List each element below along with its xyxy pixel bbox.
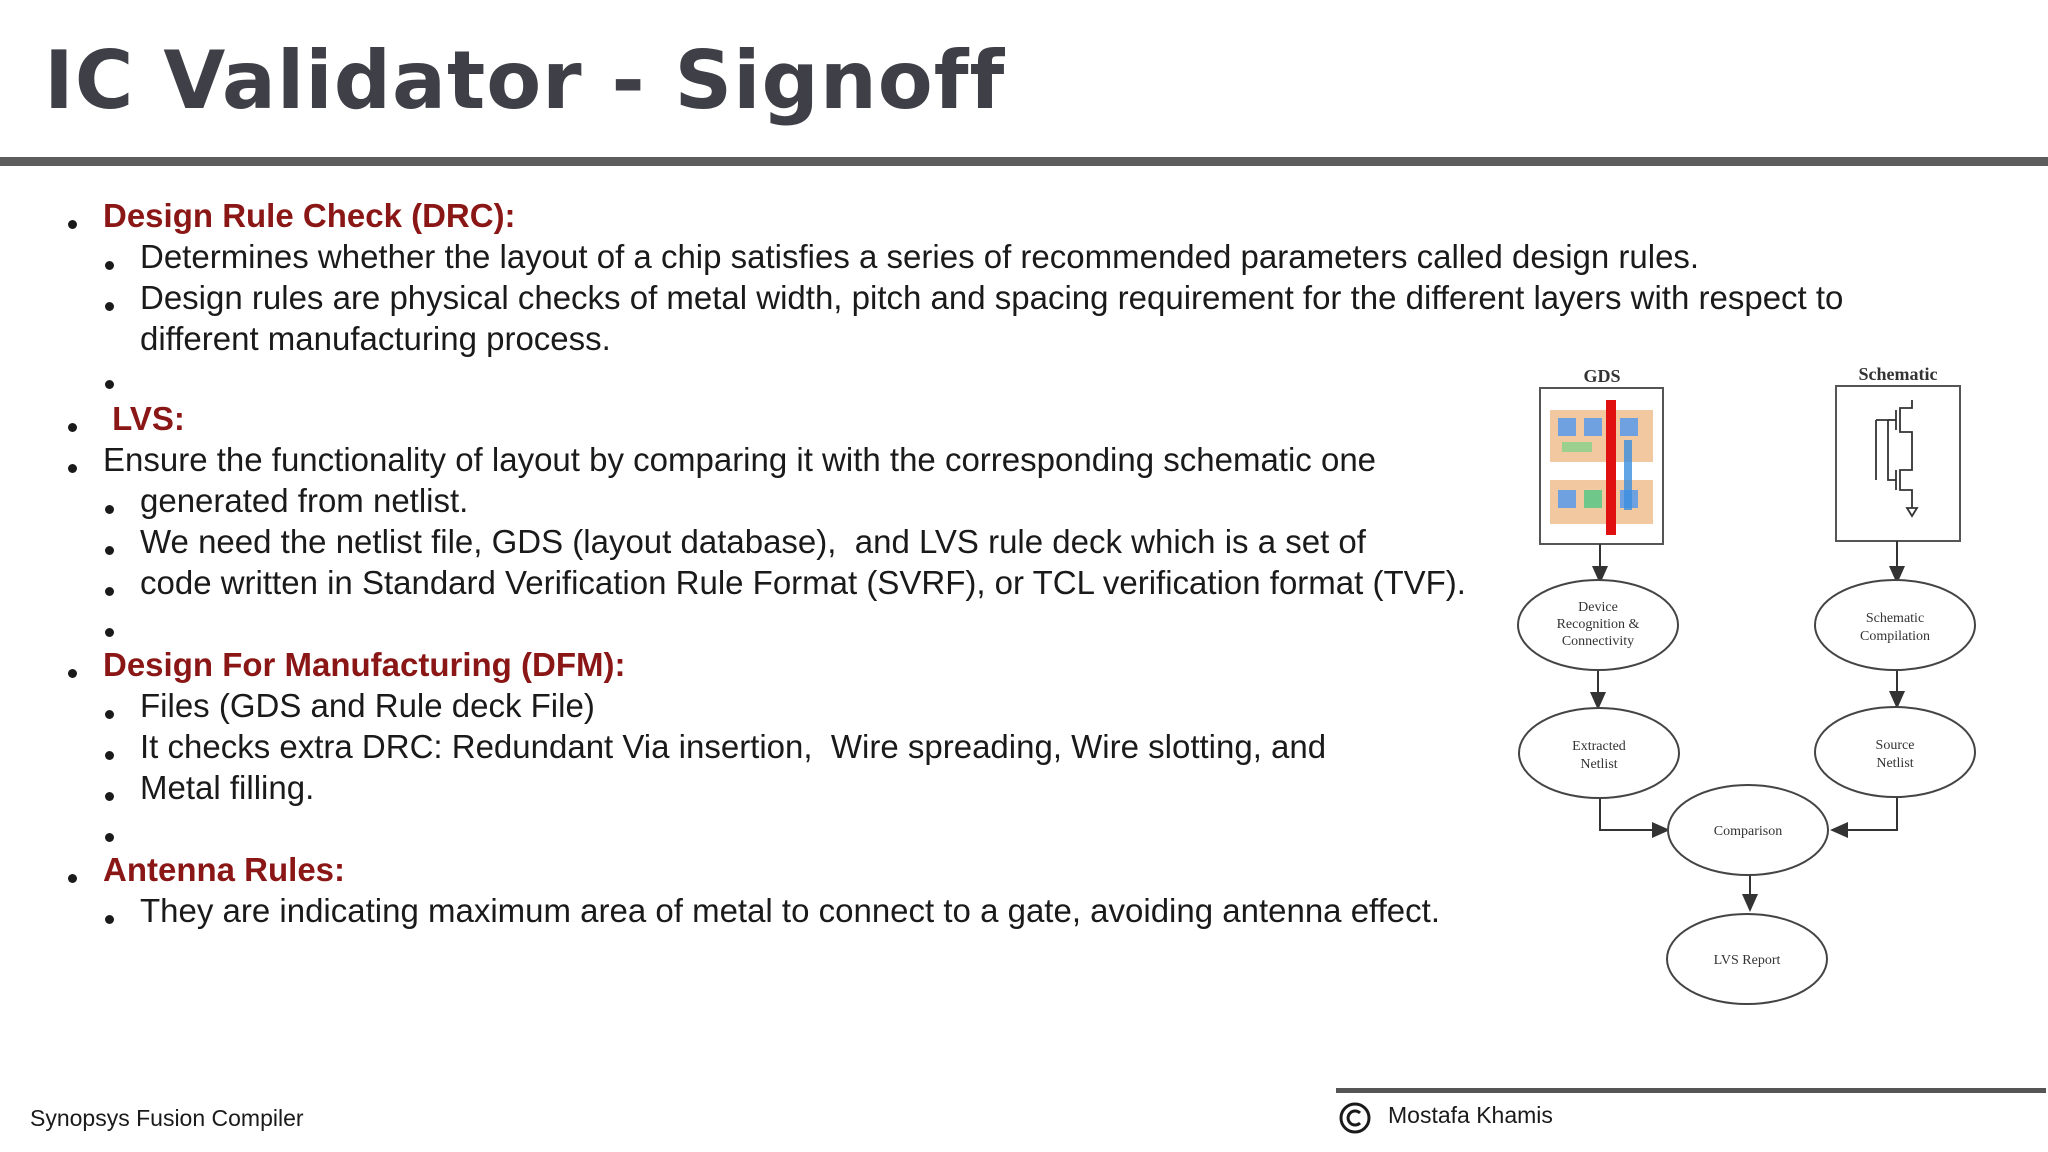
empty-bullet — [105, 380, 114, 389]
antenna-heading: Antenna Rules: — [103, 851, 346, 888]
lvs-item: We need the netlist file, GDS (layout database), and LVS rule deck which is a set of — [140, 523, 1366, 560]
lvs-item: code written in Standard Verification Rule Format (SVRF), or TCL verification format (TVF). — [140, 564, 1466, 601]
bullet — [105, 546, 114, 555]
bullet — [105, 792, 114, 801]
node-label: Connectivity — [1561, 634, 1635, 649]
bullet — [68, 423, 77, 432]
bullet — [68, 464, 77, 473]
antenna-item: They are indicating maximum area of metal to connect to a gate, avoiding antenna effect. — [140, 892, 1440, 929]
bullet — [68, 874, 77, 883]
bullet — [105, 915, 114, 924]
dfm-item: It checks extra DRC: Redundant Via insertion, Wire spreading, Wire slotting, and — [140, 728, 1327, 765]
schematic-label: Schematic — [1858, 364, 1938, 384]
dfm-item: Files (GDS and Rule deck File) — [140, 687, 595, 724]
copyright-icon — [1338, 1101, 1372, 1135]
bullet — [105, 587, 114, 596]
node-label: Device — [1578, 600, 1618, 615]
empty-bullet — [105, 833, 114, 842]
lvs-item: generated from netlist. — [140, 482, 469, 519]
node-label: Compilation — [1860, 629, 1930, 644]
bullet — [105, 261, 114, 270]
schematic-box — [1836, 386, 1960, 541]
bullet — [105, 505, 114, 514]
bullet — [105, 302, 114, 311]
bullet — [68, 220, 77, 229]
node-label: Source — [1875, 738, 1915, 753]
drc-item: Design rules are physical checks of metal width, pitch and spacing requirement for the different layers with respect to — [140, 279, 1844, 316]
empty-bullet — [105, 628, 114, 637]
gds-label: GDS — [1583, 366, 1621, 386]
node-label: Schematic — [1865, 611, 1925, 626]
footer-author: Mostafa Khamis — [1388, 1102, 1553, 1128]
lvs-intro: Ensure the functionality of layout by comparing it with the corresponding schematic one — [103, 441, 1377, 478]
bullet — [68, 669, 77, 678]
footer-divider — [1336, 1088, 2046, 1093]
footer-course-name: Synopsys Fusion Compiler — [30, 1105, 304, 1131]
dfm-item: Metal filling. — [140, 769, 315, 806]
drc-heading: Design Rule Check (DRC): — [103, 197, 516, 234]
node-label: Extracted — [1572, 739, 1626, 754]
bullet — [105, 710, 114, 719]
drc-item: Determines whether the layout of a chip satisfies a series of recommended parameters called design rules. — [140, 238, 1700, 275]
node-label: Netlist — [1580, 757, 1618, 772]
bullet — [105, 751, 114, 760]
lvs-heading: LVS: — [103, 400, 185, 437]
node-label: Netlist — [1876, 756, 1914, 771]
node-label: LVS Report — [1713, 953, 1781, 968]
slide-title: IC Validator - Signoff — [44, 34, 1006, 127]
node-label: Comparison — [1713, 824, 1783, 839]
drc-item-continued: different manufacturing process. — [140, 320, 611, 357]
lvs-flow-diagram — [1500, 360, 2000, 1010]
node-label: Recognition & — [1556, 617, 1640, 632]
dfm-heading: Design For Manufacturing (DFM): — [103, 646, 626, 683]
